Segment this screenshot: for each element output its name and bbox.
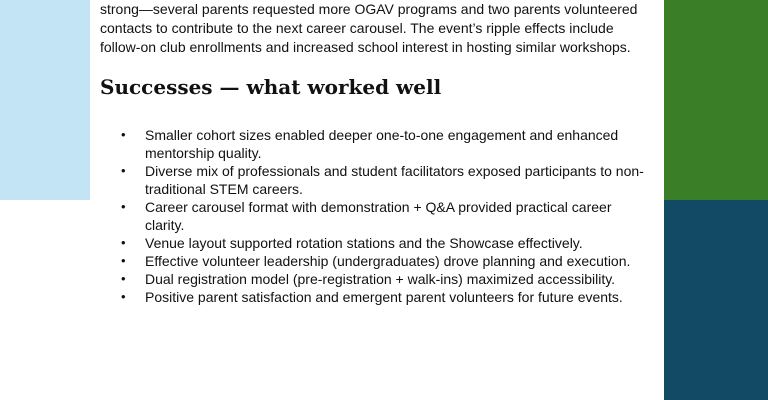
list-item: • Effective volunteer leadership (undergraduates) drove planning and execution.	[121, 253, 631, 269]
bullet-icon: •	[121, 127, 126, 142]
section-heading-successes: Successes — what worked well	[100, 75, 442, 99]
bullet-icon: •	[121, 199, 126, 214]
document-body	[100, 0, 656, 306]
bullet-icon: •	[121, 289, 126, 304]
list-item: • Dual registration model (pre-registration + walk-ins) maximized accessibility.	[121, 271, 616, 287]
intro-text: strong—several parents requested more OGAV programs and two parents volunteered contacts to contribute to the next career carousel. The event’s ripple effects include follow-on club enrollments and increased school interest in hosting similar workshops.	[100, 1, 638, 55]
bullet-icon: •	[121, 253, 126, 268]
list-item: • Career carousel format with demonstration + Q&A provided practical career clarity.	[121, 199, 612, 233]
list-item: • Smaller cohort sizes enabled deeper one-to-one engagement and enhanced mentorship quality.	[121, 127, 619, 161]
list-item: • Diverse mix of professionals and student facilitators exposed participants to non-traditional STEM careers.	[121, 163, 644, 197]
bullet-icon: •	[121, 235, 126, 250]
bullet-icon: •	[121, 163, 126, 178]
list-item: • Positive parent satisfaction and emergent parent volunteers for future events.	[121, 289, 623, 305]
list-item: • Venue layout supported rotation stations and the Showcase effectively.	[121, 235, 583, 251]
decorative-right-green-band	[664, 0, 768, 200]
decorative-left-band	[0, 0, 90, 200]
intro-paragraph	[100, 0, 650, 57]
bullet-icon: •	[121, 271, 126, 286]
successes-list	[100, 126, 656, 306]
decorative-right-navy-band	[664, 200, 768, 400]
